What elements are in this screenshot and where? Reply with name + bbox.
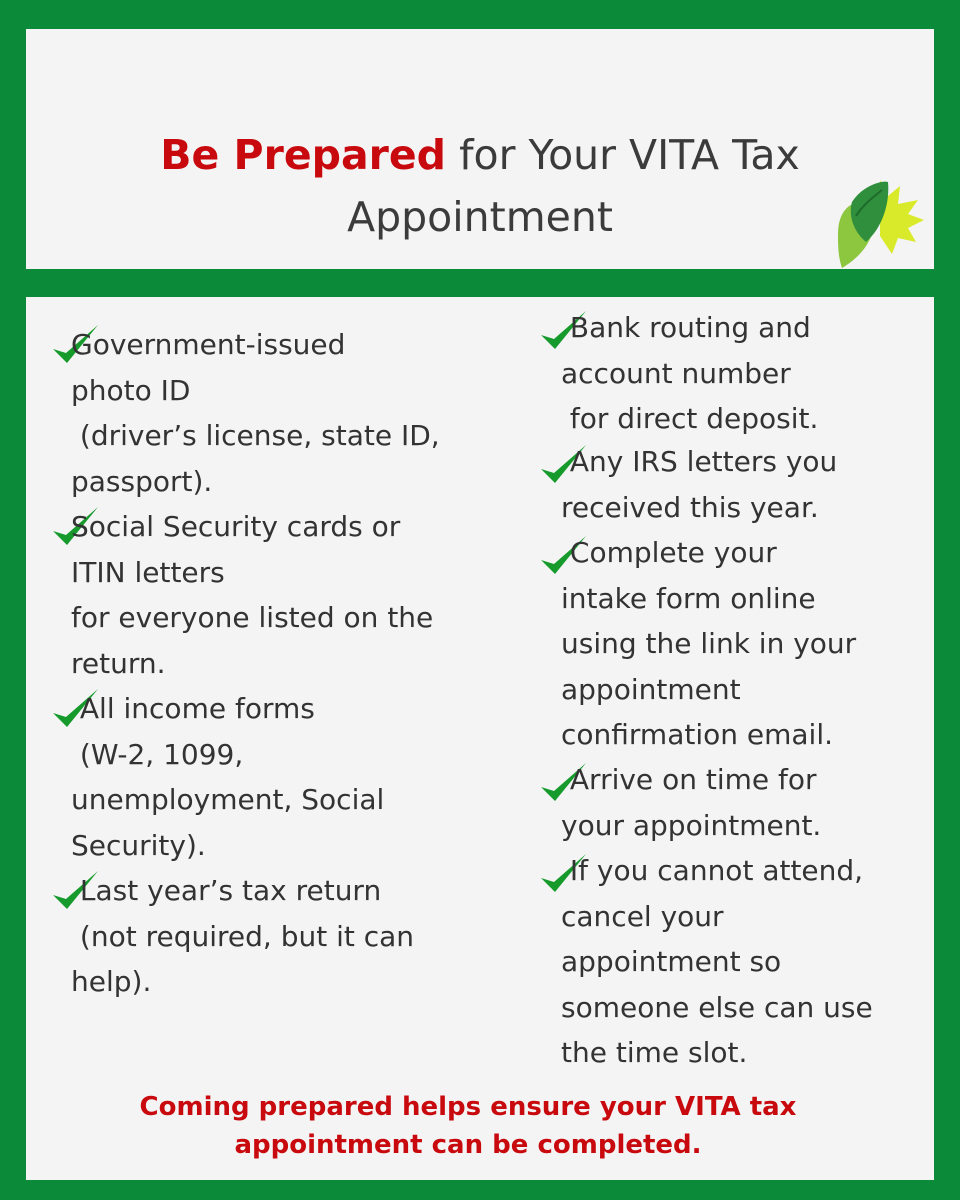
checklist-item-text: Government-issued photo ID (driver’s license, state ID, passport).	[71, 328, 440, 498]
checklist-item-text: Social Security cards or ITIN letters for everyone listed on the return.	[71, 510, 434, 680]
checklist-item-text: Bank routing and account number for direct deposit.	[561, 311, 819, 435]
checklist-item-text: Complete your intake form online using the link in your appointment confirmation email.	[561, 536, 857, 751]
footer-note: Coming prepared helps ensure your VITA tax appointment can be completed.	[139, 1092, 797, 1160]
title-accent: Be Prepared	[160, 131, 447, 179]
checklist-item-text: Any IRS letters you received this year.	[561, 445, 838, 524]
title-rest: for Your VITA Tax	[446, 131, 800, 179]
page-title	[26, 124, 934, 248]
title-line2: Appointment	[347, 193, 613, 241]
checklist-panel	[26, 297, 934, 1180]
header-panel	[26, 29, 934, 269]
checklist-item-text: Arrive on time for your appointment.	[561, 763, 822, 842]
checklist-item-text: All income forms (W-2, 1099, unemployment, Social Security).	[71, 692, 385, 862]
checklist-item-text: Last year’s tax return (not required, but it can help).	[71, 874, 415, 998]
leaf-icon	[832, 176, 928, 270]
checklist-item-text: If you cannot attend, cancel your appointment so someone else can use the time slot.	[561, 854, 873, 1069]
